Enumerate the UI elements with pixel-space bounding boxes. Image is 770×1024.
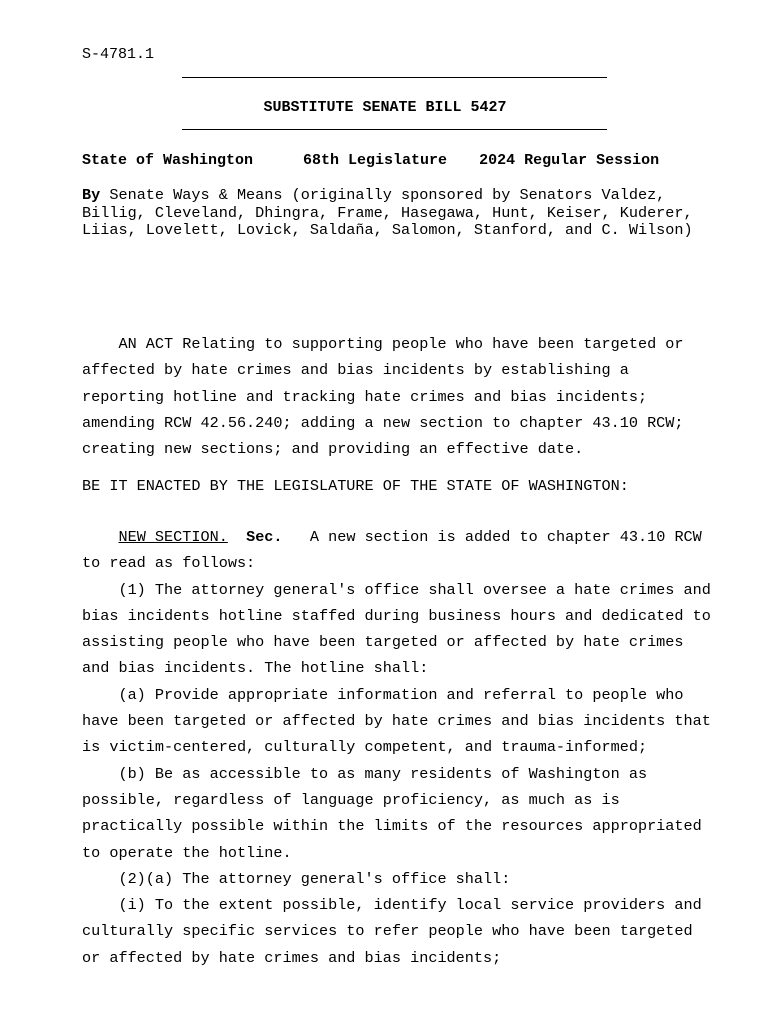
sponsors-line: Liias, Lovelett, Lovick, Saldaña, Salomon, Stanford, and C. Wilson) xyxy=(82,221,693,240)
section-line: bias incidents hotline staffed during business hours and dedicated to xyxy=(82,606,711,625)
section-line: and bias incidents. The hotline shall: xyxy=(82,659,429,678)
act-line: affected by hate crimes and bias incidents by establishing a xyxy=(82,361,629,380)
section-line: (i) To the extent possible, identify local service providers and xyxy=(82,896,702,915)
section-line: assisting people who have been targeted or affected by hate crimes xyxy=(82,633,684,652)
section-line: to read as follows: xyxy=(82,554,256,573)
act-line: AN ACT Relating to supporting people who have been targeted or xyxy=(82,335,684,353)
section-line: (b) Be as accessible to as many residents of Washington as xyxy=(82,764,648,783)
act-line: reporting hotline and tracking hate crimes and bias incidents; xyxy=(82,387,648,406)
title-rule-bottom xyxy=(182,129,607,130)
section-line: (1) The attorney general's office shall oversee a hate crimes and xyxy=(82,580,711,599)
new-section-body xyxy=(82,524,722,971)
sponsors-block xyxy=(82,187,693,240)
section-line: (a) Provide appropriate information and referral to people who xyxy=(82,685,684,704)
enacting-clause: BE IT ENACTED BY THE LEGISLATURE OF THE STATE OF WASHINGTON: xyxy=(82,477,629,495)
section-indent xyxy=(82,528,118,546)
section-line: culturally specific services to refer people who have been targeted xyxy=(82,922,693,941)
bill-header-row xyxy=(82,152,659,169)
section-line: practically possible within the limits of the resources appropriated xyxy=(82,817,702,836)
legislature-label: 68th Legislature xyxy=(303,152,448,169)
sponsors-line: Billig, Cleveland, Dhingra, Frame, Hasegawa, Hunt, Keiser, Kuderer, xyxy=(82,203,693,222)
section-line: possible, regardless of language proficiency, as much as is xyxy=(82,790,620,809)
section-line: or affected by hate crimes and bias incidents; xyxy=(82,948,502,967)
sponsors-line: Senate Ways & Means (originally sponsored by Senators Valdez, xyxy=(100,186,666,204)
by-label: By xyxy=(82,186,101,204)
bill-title: SUBSTITUTE SENATE BILL 5427 xyxy=(263,99,507,116)
title-rule-top xyxy=(182,77,607,78)
sec-label: Sec. xyxy=(246,528,283,546)
act-line: amending RCW 42.56.240; adding a new section to chapter 43.10 RCW; xyxy=(82,413,684,432)
act-title-paragraph xyxy=(82,331,722,462)
document-id: S-4781.1 xyxy=(82,46,155,63)
section-line: have been targeted or affected by hate crimes and bias incidents that xyxy=(82,712,711,731)
act-line: creating new sections; and providing an effective date. xyxy=(82,440,584,459)
section-line: (2)(a) The attorney general's office shall: xyxy=(82,869,511,888)
state-label: State of Washington xyxy=(82,152,254,169)
session-label: 2024 Regular Session xyxy=(479,152,660,169)
section-line: is victim-centered, culturally competent, and trauma-informed; xyxy=(82,738,648,757)
section-line: to operate the hotline. xyxy=(82,843,292,862)
new-section-label: NEW SECTION. xyxy=(118,528,228,546)
section-first-line: A new section is added to chapter 43.10 RCW xyxy=(282,528,702,546)
